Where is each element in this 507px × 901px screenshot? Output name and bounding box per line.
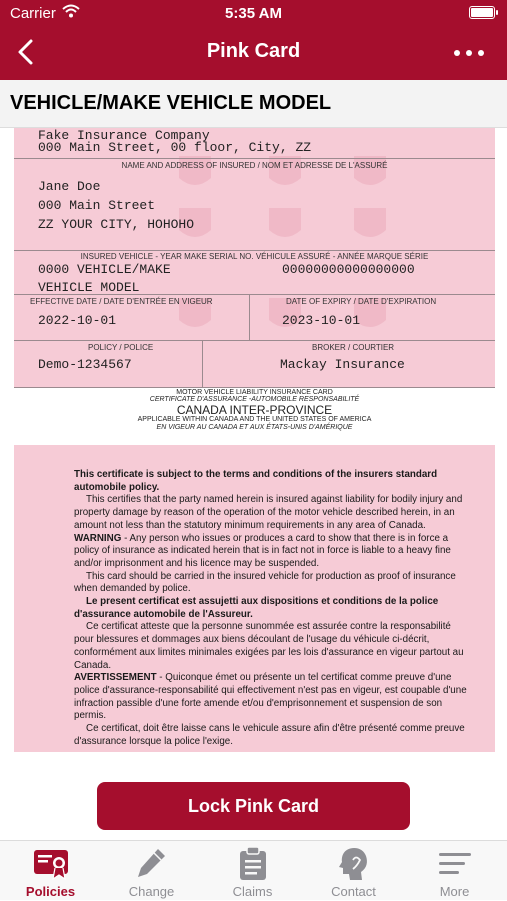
terms-en-warning-label: WARNING (74, 532, 122, 544)
pencil-icon (134, 846, 170, 882)
insured-label: NAME AND ADDRESS OF INSURED / NOM ET ADRESSE DE L'ASSURÉ (121, 161, 388, 170)
terms-en-warning-text: - Any person who issues or produces a card to show that there is in force a policy of insurance as indicated herein that is in fact not in force is liable to a heavy fine and/or imprisonment and his licence may be suspended. (74, 532, 451, 569)
battery-icon (469, 6, 495, 19)
terms-fr-warning-label: AVERTISSEMENT (74, 672, 157, 684)
policy-number: Demo-1234567 (38, 357, 132, 372)
app-header (0, 0, 507, 80)
nav-bar (0, 28, 507, 80)
insured-street: 000 Main Street (38, 198, 156, 213)
menu-lines-icon (437, 846, 473, 882)
insurer-address: 000 Main Street, 00 floor, City, ZZ (38, 140, 312, 155)
insured-name: Jane Doe (38, 179, 101, 194)
pink-card (14, 128, 495, 388)
tab-label: Policies (25, 884, 76, 899)
tab-label: Claims (232, 884, 273, 899)
terms-panel (14, 445, 495, 752)
tab-policies[interactable] (0, 841, 101, 901)
page-title: Pink Card (206, 40, 301, 62)
lock-pink-card-button[interactable]: Lock Pink Card (97, 782, 410, 830)
clock: 5:35 AM (225, 5, 282, 22)
terms-fr-warning-text: - Quiconque émet ou présente un tel certificat comme preuve d'une police d'assurance-responsabilité qui effectivement n'est pas en vigeur, est coupable d'une infraction passible d'une forte amende et/ou d'emprisonnement et suspension de son permis. (74, 672, 467, 722)
status-bar (0, 0, 507, 28)
contact-head-icon (336, 846, 372, 882)
caption-line-3: CANADA INTER-PROVINCE (176, 403, 333, 417)
tab-label: Change (128, 884, 175, 899)
tab-claims[interactable] (202, 841, 303, 901)
vehicle-serial: 00000000000000000 (282, 262, 415, 277)
vehicle-label: INSURED VEHICLE - YEAR MAKE SERIAL NO. VÉHICULE ASSURÉ - ANNÉE MARQUE SÉRIE (80, 252, 429, 261)
tab-label: Contact (331, 884, 376, 899)
vehicle-model: VEHICLE MODEL (38, 280, 140, 295)
caption-line-5: EN VIGEUR AU CANADA ET AUX ÉTATS-UNIS D'AMÉRIQUE (156, 424, 353, 431)
tab-bar (0, 840, 507, 900)
expiry-date-label: DATE OF EXPIRY / DATE D'EXPIRATION (286, 297, 437, 306)
vehicle-title: VEHICLE/MAKE VEHICLE MODEL (10, 92, 332, 114)
carrier-label: Carrier (10, 5, 56, 22)
terms-fr-warning (74, 672, 471, 723)
caption-line-2: CERTIFICATE D'ASSURANCE -AUTOMOBILE RESPONSABILITÉ (149, 396, 360, 403)
vehicle-header (0, 80, 507, 128)
terms-en-paragraph: This certifies that the party named herein is insured against liability for bodily injury and property damage by reason of the operation of the motor vehicle described herein, in an amount not less than the statutory minimum requirements in any area of Canada. (74, 494, 463, 531)
policy-certificate-icon (33, 846, 69, 882)
effective-date-label: EFFECTIVE DATE / DATE D'ENTRÉE EN VIGEUR (30, 297, 213, 306)
insurer-name: Fake Insurance Company (38, 128, 210, 143)
effective-date: 2022-10-01 (38, 313, 117, 328)
tab-label: More (439, 884, 470, 899)
broker-label: BROKER / COURTIER (312, 343, 395, 352)
vehicle-make: 0000 VEHICLE/MAKE (38, 262, 171, 277)
clipboard-icon (235, 846, 271, 882)
ellipsis-icon[interactable] (451, 40, 487, 64)
terms-fr-heading: Le present certificat est assujetti aux dispositions et conditions de la police d'assurance automobile de l'Assureur. (74, 596, 439, 620)
caption-line-1: MOTOR VEHICLE LIABILITY INSURANCE CARD (176, 389, 333, 396)
expiry-date: 2023-10-01 (282, 313, 361, 328)
terms-en-warning (74, 533, 471, 571)
terms-fr-carry: Ce certificat, doit être laisse cans le vehicule assure afin d'être présenté comme preuve d'assurance lorsque la police l'exige. (74, 723, 465, 747)
caption-line-4: APPLICABLE WITHIN CANADA AND THE UNITED STATES OF AMERICA (137, 416, 372, 423)
terms-en-carry: This card should be carried in the insured vehicle for production as proof of insurance when demanded by police. (74, 570, 456, 595)
terms-en-heading: This certificate is subject to the terms and conditions of the insurers standard automobile policy. (74, 469, 438, 493)
insured-city: ZZ YOUR CITY, HOHOHO (38, 217, 195, 232)
tab-change[interactable] (101, 841, 202, 901)
terms-fr-paragraph: Ce certificat atteste que la personne sunommée est assurée contre la responsabilité pour blessures et dommages aux biens découlant de l'usage du véhicule ci-décrit, conformément aux limites minimales exigées par les lois d'assurance en vigeur partout au Canada. (74, 621, 464, 671)
tab-more[interactable] (404, 841, 505, 901)
policy-label: POLICY / POLICE (88, 343, 154, 352)
tab-contact[interactable] (303, 841, 404, 901)
broker-name: Mackay Insurance (280, 357, 405, 372)
